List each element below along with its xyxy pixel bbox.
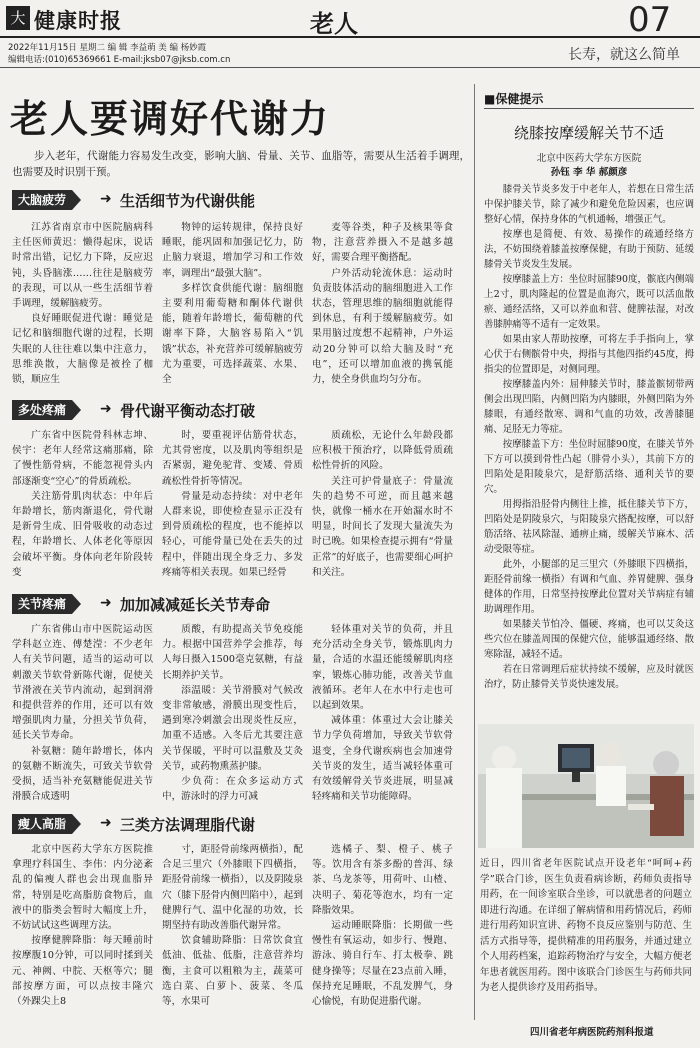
article-title: 老人要调好代谢力 <box>10 96 331 141</box>
section-subtitle-joint: 加加减减延长关节寿命 <box>120 596 271 614</box>
date-editor-line: 2022年11月15日 星期二 编 辑 李益萌 美 编 杨妙霞 <box>8 43 207 53</box>
section-tag-pain: 多处疼痛 <box>12 400 72 420</box>
section-pain-col-1: 广东省中医院骨科林志坤、侯宇：老年人经常这痛那痛，除了慢性筋骨病，不能忽视骨头内部逐渐变“空心”的骨质疏松。 关注筋骨肌肉状态：中年后年龄增长，筋肉渐退化，骨代谢是新骨生成、旧骨吸收的动态过程，年龄增长、人体老化等原因会破坏平衡。身体向老年阶段转变 <box>12 430 153 578</box>
photo-caption: 近日，四川省老年医院试点开设老年“呵呵+药学”联合门诊，医生负责看病诊断，药师负责指导用药，在一间诊室联合坐诊，可以就患者的问题立即进行沟通。在详细了解病情和用药情况后，药师进行用药知识宣讲、药物不良反应鉴别与防范、生活方式指导等，提供精准的用药服务，并通过建立个人用药档案，追踪药物治疗与安全，大幅方便老年患者就医用药。图中该联合门诊医生与药师共同为老人提供诊疗及用药指导。 <box>480 858 692 993</box>
section-subtitle-pain: 骨代谢平衡动态打破 <box>120 402 256 420</box>
logo-mark: 大 <box>6 6 30 30</box>
section-subtitle-lipid: 三类方法调理脂代谢 <box>120 816 256 834</box>
sidebar-affiliation: 北京中医药大学东方医院 <box>536 153 642 164</box>
section-lipid-col-2: 寸，距胫骨前缘两横指），配合足三里穴（外膝眼下四横指，距胫骨前缘一横指），以及阴陵泉穴（膝下胫骨内侧凹陷中），起到健脾行气、温中化湿的功效，长期坚持有助改善脂代谢异常。 饮食辅助降脂：日常饮食宜低油、低盐、低脂，注意营养均衡，主食可以粗粮为主，蔬菜可选白菜、白萝卜、菠菜、冬瓜等，水果可 <box>162 844 303 1008</box>
article-lead: 步入老年，代谢能力容易发生改变，影响大脑、骨量、关节、血脂等，需要从生活着手调理，也需要及时识别干预。 <box>12 150 470 178</box>
section-joint-col-1: 广东省佛山市中医院运动医学科赵立连、傅楚滢：不少老年人有关节问题，适当的运动可以刺激关节软骨新陈代谢，促使关节滑液在关节内流动，起到润滑和提供营养的作用，还可以有效增强肌肉力量，分担关节负荷，延长关节寿命。 补氨糖：随年龄增长，体内的氨糖不断流失，可致关节软骨受损，适当补充氨糖能促进关节滑膜合成透明 <box>12 624 153 803</box>
clinic-photo <box>478 724 694 848</box>
arrow-icon: ➜ <box>100 815 112 831</box>
header-rule <box>0 67 700 68</box>
section-lipid-col-3: 选橘子、梨、橙子、桃子等。饮用含有茶多酚的普洱、绿茶、乌龙茶等，用荷叶、山楂、决明子、菊花等泡水，均有一定降脂效果。 运动睡眠降脂：长期做一些慢性有氧运动，如步行、慢跑、游泳、骑自行车、打太极拳、跳健身操等；尽量在23点前入睡，保持充足睡眠，不乱发脾气，身心愉悦，有助促进脂代谢。 <box>312 844 453 1008</box>
page-number: 07 <box>628 0 672 40</box>
slogan: 长寿，就这么简单 <box>568 47 680 63</box>
sidebar-author: 孙钰 李 华 郝颜彦 <box>550 167 628 178</box>
arrow-icon: ➜ <box>100 595 112 611</box>
section-brain-col-1: 江苏省南京市中医院脑病科主任医师黄迟：懒得起床，说话时常出错，记忆力下降，反应迟钝，头昏脑涨……往往是脑疲劳的表现，可以从一些生活细节着手调理，缓解脑疲劳。 良好睡眠促进代谢：睡觉是记忆和脑细胞代谢的过程，长期失眠的人往往难以集中注意力，思维涣散，大脑像是被拴了枷锁，顺应生 <box>12 222 153 386</box>
clinic-photo-illustration <box>478 724 694 848</box>
sidebar-title: 绕膝按摩缓解关节不适 <box>513 124 664 142</box>
column-divider <box>474 84 475 1020</box>
section-brain-col-2: 物钟的运转规律，保持良好睡眠，能巩固和加强记忆力，防止脑力衰退，增加学习和工作效率，调理出“最强大脑”。 多样饮食供能代谢：脑细胞主要利用葡萄糖和酮体代谢供能，随着年龄增长，葡萄糖的代谢率下降，大脑容易陷入“饥饿”状态，补充营养可缓解脑疲劳尤为重要，可选择蔬菜、水果、全 <box>162 222 303 386</box>
section-tag-joint: 关节疼痛 <box>12 594 72 614</box>
section-brain-col-3: 麦等谷类，种子及核果等食物，注意营养摄入不是越多越好，需要合理平衡搭配。 户外活动轮流休息：运动时负责肢体活动的脑细胞进入工作状态，管理思维的脑细胞就能得到休息，有利于缓解脑疲劳。如果用脑过度想不起精神，户外运动20分钟可以给大脑及时“充电”，还可以增加血液的携氧能力，使全身供血均匀分布。 <box>312 222 453 386</box>
masthead <box>0 0 700 38</box>
section-tag-brain: 大脑疲劳 <box>12 190 72 210</box>
contact-line: 编辑电话:(010)65369661 E-mail:jksb07@jksb.com.cn <box>8 55 231 65</box>
sidebar-rule <box>484 108 694 109</box>
caption-credit: 四川省老年病医院药剂科报道 <box>530 1027 654 1038</box>
section-subtitle-brain: 生活细节为代谢供能 <box>120 192 256 210</box>
arrow-icon: ➜ <box>100 401 112 417</box>
section-pain-col-2: 时，要重视评估筋骨状态，尤其骨密度，以及肌肉等组织是否紧弱，避免驼背、变矮、骨质疏松性骨折等情况。 骨量是动态持续：对中老年人群来说，即使检查显示正没有到骨质疏松的程度，也不能掉以轻心，可能骨量已处在丢失的过程中，伴随出现全身乏力、多发疼痛等相关表现。如果已经骨 <box>162 430 303 578</box>
section-tag-lipid: 瘦人高脂 <box>12 814 72 834</box>
paper-name: 健康时报 <box>34 8 122 33</box>
sidebar-column-name: ■保健提示 <box>484 92 544 106</box>
section-joint-col-3: 轻体重对关节的负荷，并且充分活动全身关节，锻炼肌肉力量，合适的水温还能缓解肌肉痉挛，锻炼心肺功能，改善关节血液循环。老年人在水中行走也可以起到效果。 减体重：体重过大会让膝关节力学负荷增加，导致关节软骨退变，全身代谢疾病也会加速骨关节炎的发生，适当减轻体重可有效缓解骨关节炎进展，明显减轻疼痛和关节功能障碍。 <box>312 624 453 803</box>
arrow-icon: ➜ <box>100 191 112 207</box>
section-joint-col-2: 质酸，有助提高关节免疫能力。根据中国营养学会推荐，每人每日摄入1500毫克氨糖，有益长期养护关节。 添温暖：关节滑膜对气候改变非常敏感，滑膜出现变性后，遇到寒冷刺激会出现炎性反应，加重不适感。入冬后尤其要注意关节保暖，平时可以温敷及艾灸关节，或药物熏蒸护膝。 少负荷：在众多运动方式中，游泳时的浮力可减 <box>162 624 303 803</box>
section-pain-col-3: 质疏松，无论什么年龄段都应积极干预治疗，以降低骨质疏松性骨折的风险。 关注可护骨量底子：骨量流失的趋势不可逆，而且越来越快，就像一桶水在开始漏水时不明显，时间长了发现大量流失为时已晚。如果检查提示拥有“骨量正常”的好底子，也需要细心呵护和关注。 <box>312 430 453 578</box>
section-name: 老人 <box>310 10 358 38</box>
section-lipid-col-1: 北京中医药大学东方医院推拿理疗科国生、李伟：内分泌紊乱的偏瘦人群也会出现血脂异常，特别是吃高脂肪食物后，血液中的脂类会暂时大幅度上升，不妨试试这些调理方法。 按摩健脾降脂：每天睡前时按摩腹10分钟，可以同时揉到关元、神阙、中脘、天枢等穴；腿部按摩方面，可以点按丰隆穴（外踝尖上8 <box>12 844 153 1008</box>
sidebar-body: 膝骨关节炎多发于中老年人，若想在日常生活中保护膝关节，除了减少和避免危险因素，也应调整好心情，保持身体的气机通畅，增强正气。 按摩也是简便、有效、易操作的疏通经络方法，不妨围绕着膝盖按摩保健，有助于预防、延缓膝骨关节炎发生发展。 按摩膝盖上方：坐位时屈膝90度，髌底内侧端上2寸，肌肉隆起的位置是血海穴，既可以活血散瘀、通经活络，又可以养血和营、健脾祛湿，对改善膝肿痛等不适有一定效果。 如果由家人帮助按摩，可将左手手指向上，掌心伏于右侧髌骨中央，拇指与其他四指约45度，拇指尖的位置即是，对侧同理。 按摩膝盖内外：屈伸膝关节时，膝盖髌韧带两侧会出现凹陷，内侧凹陷为内膝眼，外侧凹陷为外膝眼，有通经散寒、调和气血的功效，改善膝腿痛、足胫无力等症。 按摩膝盖下方：坐位时屈膝90度，在膝关节外下方可以摸到骨性凸起（腓骨小头），其前下方的凹陷处是阳陵泉穴，是舒筋活络、通利关节的要穴。 用拇指沿胫骨内侧往上推，抵住膝关节下方，凹陷处是阴陵泉穴，与阳陵泉穴搭配按摩，可以舒筋活络、祛风除湿、通痹止痛，缓解关节麻木、活动受限等症。 此外，小腿部的足三里穴（外膝眼下四横指，距胫骨前缘一横指）有调和气血、养胃健脾、强身健体的作用，日常坚持按摩此位置对关节病症有辅助调理作用。 如果膝关节怕冷、僵硬、疼痛，也可以艾灸这些穴位在膝盖周围的保健穴位，能够温通经络、散寒除湿，减轻不适。 若在日常调理后症状持续不缓解，应及时就医治疗，防止膝骨关节炎快速发展。 <box>484 184 694 690</box>
